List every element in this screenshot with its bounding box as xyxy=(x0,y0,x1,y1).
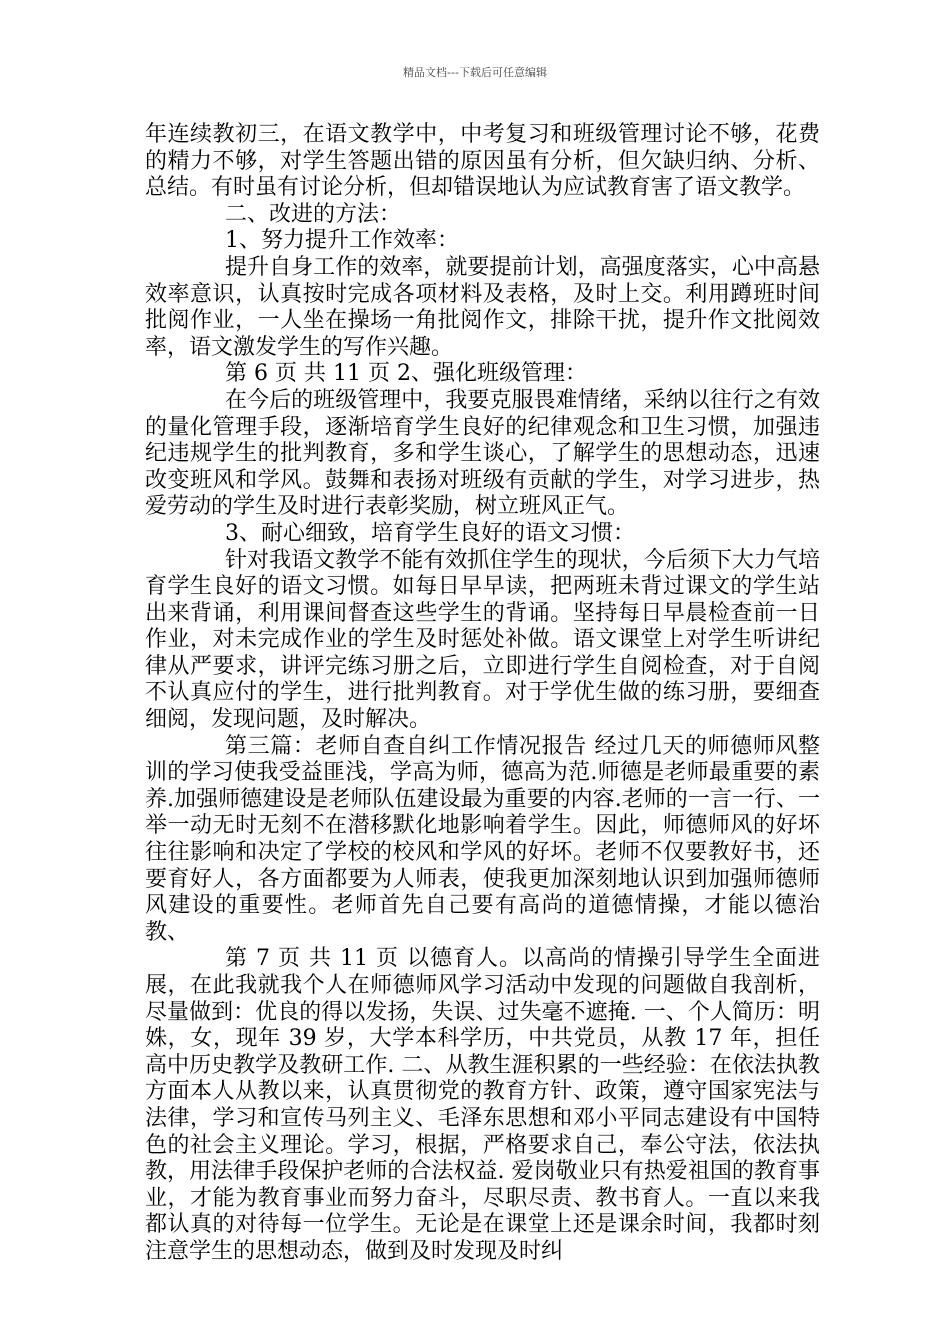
subheading: 3、耐心细致，培育学生良好的语文习惯： xyxy=(225,520,635,546)
document-body xyxy=(145,122,820,1266)
paragraph: 年连续教初三，在语文教学中，中考复习和班级管理讨论不够，花费的精力不够，对学生答题出错的原因虽有分析，但欠缺归纳、分析、总结。有时虽有讨论分析，但却错误地认为应试教育害了语文教学。 xyxy=(145,122,820,201)
paragraph: 提升自身工作的效率，就要提前计划，高强度落实，心中高悬效率意识，认真按时完成各项材料及表格，及时上交。利用蹲班时间批阅作业，一人坐在操场一角批阅作文，排除干扰，提升作文批阅效率，语文激发学生的写作兴趣。 xyxy=(145,254,820,360)
paragraph: 第三篇：老师自查自纠工作情况报告 经过几天的师德师风整训的学习使我受益匪浅，学高为师，德高为范.师德是老师最重要的素养.加强师德建设是老师队伍建设最为重要的内容.老师的一言一行、一举一动无时无刻不在潜移默化地影响着学生。因此，师德师风的好坏往往影响和决定了学校的校风和学风的好坏。老师不仅要教好书，还要育好人，各方面都要为人师表，使我更加深刻地认识到加强师德师风建设的重要性。老师首先自己要有高尚的道德情操，才能以德治教、 xyxy=(145,733,820,945)
section-heading: 二、改进的方法： xyxy=(225,201,402,227)
subheading: 第 6 页 共 11 页 2、强化班级管理： xyxy=(225,361,587,387)
subheading: 1、努力提升工作效率： xyxy=(225,228,459,254)
paragraph: 在今后的班级管理中，我要克服畏难情绪，采纳以往行之有效的量化管理手段，逐渐培育学生良好的纪律观念和卫生习惯，加强违纪违规学生的批判教育，多和学生谈心，了解学生的思想动态，迅速改变班风和学风。鼓舞和表扬对班级有贡献的学生，对学习进步，热爱劳动的学生及时进行表彰奖励，树立班风正气。 xyxy=(145,387,820,520)
page-header: 精品文档---下载后可任意编辑 xyxy=(403,66,547,79)
paragraph: 针对我语文教学不能有效抓住学生的现状，今后须下大力气培育学生良好的语文习惯。如每日早早读，把两班未背过课文的学生站出来背诵，利用课间督查这些学生的背诵。坚持每日早晨检查前一日作业，对未完成作业的学生及时惩处补做。语文课堂上对学生听讲纪律从严要求，讲评完练习册之后，立即进行学生自阅检查，对于自阅不认真应付的学生，进行批判教育。对于学优生做的练习册，要细查细阅，发现问题，及时解决。 xyxy=(145,547,820,733)
paragraph: 第 7 页 共 11 页 以德育人。以高尚的情操引导学生全面进展，在此我就我个人在师德师风学习活动中发现的问题做自我剖析，尽量做到：优良的得以发扬，失误、过失毫不遮掩. 一、个人简历：明姝，女，现年 39 岁，大学本科学历，中共党员，从教 17 年，担任高中历史教学及教研工作. 二、从教生涯积累的一些经验：在依法执教方面本人从教以来，认真贯彻党的教育方针、政策，遵守国家宪法与法律，学习和宣传马列主义、毛泽东思想和邓小平同志建设有中国特色的社会主义理论。学习，根据，严格要求自己，奉公守法，依法执教，用法律手段保护老师的合法权益. 爱岗敬业只有热爱祖国的教育事业，才能为教育事业而努力奋斗，尽职尽责、教书育人。一直以来我都认真的对待每一位学生。无论是在课堂上还是课余时间，我都时刻注意学生的思想动态，做到及时发现及时纠 xyxy=(145,946,820,1264)
